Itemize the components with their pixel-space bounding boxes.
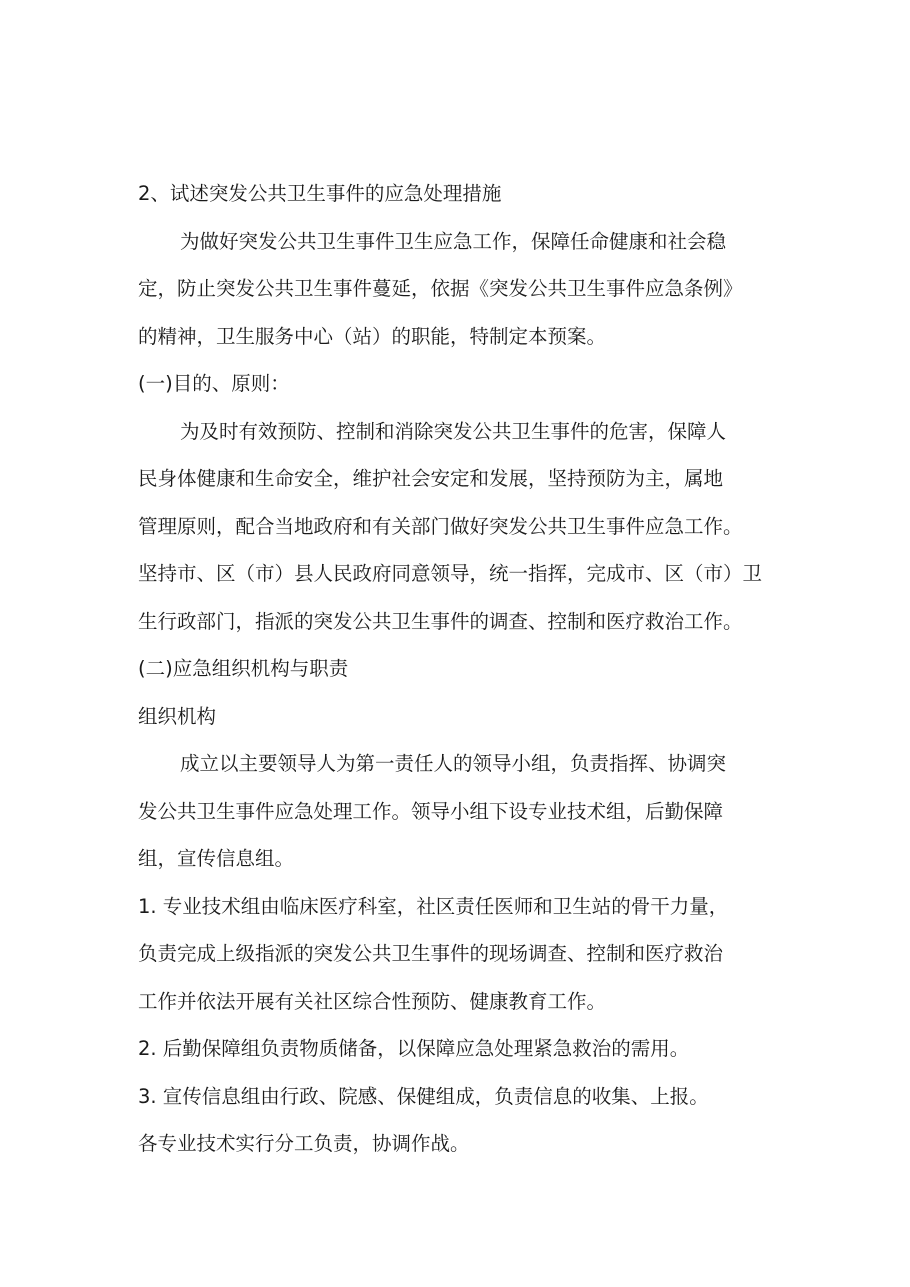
paragraph-line: 坚持市、区（市）县人民政府同意领导，统一指挥，完成市、区（市）卫 xyxy=(138,562,763,585)
paragraph-line: 定，防止突发公共卫生事件蔓延，依据《突发公共卫生事件应急条例》 xyxy=(138,277,743,300)
section-heading-measures: 2、试述突发公共卫生事件的应急处理措施 xyxy=(138,182,502,205)
document-body xyxy=(138,170,788,1168)
paragraph-line: 民身体健康和生命安全，维护社会安定和发展，坚持预防为主，属地 xyxy=(138,467,724,490)
subheading-org-structure: 组织机构 xyxy=(138,704,217,728)
paragraph-line: 组，宣传信息组。 xyxy=(138,847,295,870)
paragraph-line: 为及时有效预防、控制和消除突发公共卫生事件的危害，保障人 xyxy=(180,419,727,443)
paragraph-line: 的精神，卫生服务中心（站）的职能，特制定本预案。 xyxy=(138,324,607,348)
list-item-publicity-group: 3. 宣传信息组由行政、院感、保健组成，负责信息的收集、上报。 xyxy=(138,1084,709,1108)
paragraph-line: 发公共卫生事件应急处理工作。领导小组下设专业技术组，后勤保障 xyxy=(138,799,724,823)
list-item-continuation: 工作并依法开展有关社区综合性预防、健康教育工作。 xyxy=(138,989,607,1013)
paragraph-line: 管理原则，配合当地政府和有关部门做好突发公共卫生事件应急工作。 xyxy=(138,514,743,538)
paragraph-line: 成立以主要领导人为第一责任人的领导小组，负责指挥、协调突 xyxy=(180,752,727,775)
paragraph-line: 为做好突发公共卫生事件卫生应急工作，保障任命健康和社会稳 xyxy=(180,229,727,253)
list-item-logistics-group: 2. 后勤保障组负责物质储备，以保障应急处理紧急救治的需用。 xyxy=(138,1037,690,1060)
paragraph-line: 各专业技术实行分工负责，协调作战。 xyxy=(138,1132,470,1155)
list-item-technical-group: 1. 专业技术组由临床医疗科室，社区责任医师和卫生站的骨干力量， xyxy=(138,894,729,918)
section-heading-purpose: (一)目的、原则： xyxy=(138,372,290,395)
list-item-continuation: 负责完成上级指派的突发公共卫生事件的现场调查、控制和医疗救治 xyxy=(138,942,724,965)
section-heading-organization: (二)应急组织机构与职责 xyxy=(138,657,349,680)
paragraph-line: 生行政部门，指派的突发公共卫生事件的调查、控制和医疗救治工作。 xyxy=(138,609,743,633)
